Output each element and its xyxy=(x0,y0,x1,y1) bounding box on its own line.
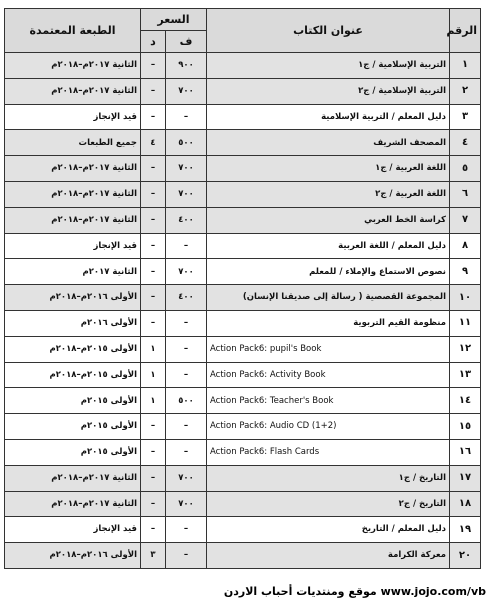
approved-edition: جميع الطبعات xyxy=(5,130,141,156)
row-number: ٧ xyxy=(450,207,481,233)
price-fils: ٧٠٠ xyxy=(166,181,207,207)
table-row xyxy=(5,543,481,569)
table-row xyxy=(5,104,481,130)
price-dinar: – xyxy=(141,233,166,259)
header-fils: ف xyxy=(166,31,207,53)
table-row xyxy=(5,130,481,156)
row-number: ١٤ xyxy=(450,388,481,414)
approved-edition: الثانية ٢٠١٧م–٢٠١٨م xyxy=(5,78,141,104)
price-fils: – xyxy=(166,310,207,336)
price-dinar: – xyxy=(141,259,166,285)
book-title: التاريخ / ج١ xyxy=(207,465,450,491)
header-number: الرقم xyxy=(450,9,481,53)
price-dinar: – xyxy=(141,465,166,491)
price-dinar: – xyxy=(141,310,166,336)
row-number: ١١ xyxy=(450,310,481,336)
approved-edition: الأولى ٢٠١٥م–٢٠١٨م xyxy=(5,336,141,362)
approved-edition: الثانية ٢٠١٧م–٢٠١٨م xyxy=(5,207,141,233)
row-number: ١٩ xyxy=(450,517,481,543)
table-row xyxy=(5,285,481,311)
row-number: ٢ xyxy=(450,78,481,104)
book-title: دليل المعلم / التربية الإسلامية xyxy=(207,104,450,130)
price-fils: – xyxy=(166,414,207,440)
header-dinar: د xyxy=(141,31,166,53)
approved-edition: الثانية ٢٠١٧م xyxy=(5,259,141,285)
price-dinar: – xyxy=(141,156,166,182)
book-list xyxy=(4,8,480,569)
price-fils: ٧٠٠ xyxy=(166,156,207,182)
table-row xyxy=(5,362,481,388)
approved-edition: الأولى ٢٠١٥م–٢٠١٨م xyxy=(5,362,141,388)
approved-edition: الأولى ٢٠١٦م–٢٠١٨م xyxy=(5,543,141,569)
approved-edition: الأولى ٢٠١٦م xyxy=(5,310,141,336)
approved-edition: الثانية ٢٠١٧م–٢٠١٨م xyxy=(5,181,141,207)
table-row xyxy=(5,207,481,233)
book-title: معركة الكرامة xyxy=(207,543,450,569)
table-row xyxy=(5,439,481,465)
price-fils: ٧٠٠ xyxy=(166,259,207,285)
price-dinar: – xyxy=(141,104,166,130)
table-row xyxy=(5,233,481,259)
price-dinar: – xyxy=(141,439,166,465)
approved-edition: قيد الإنجاز xyxy=(5,517,141,543)
approved-edition: الثانية ٢٠١٧م–٢٠١٨م xyxy=(5,156,141,182)
price-fils: ٤٠٠ xyxy=(166,285,207,311)
book-title: المصحف الشريف xyxy=(207,130,450,156)
approved-edition: الأولى ٢٠١٥م xyxy=(5,388,141,414)
header-title: عنوان الكتاب xyxy=(207,9,450,53)
approved-edition: الأولى ٢٠١٦م–٢٠١٨م xyxy=(5,285,141,311)
price-fils: ٧٠٠ xyxy=(166,78,207,104)
price-dinar: ٤ xyxy=(141,130,166,156)
table-row xyxy=(5,78,481,104)
table-row xyxy=(5,310,481,336)
price-fils: ٧٠٠ xyxy=(166,465,207,491)
book-title: Action Pack6: Audio CD (1+2) xyxy=(207,414,450,440)
table-row xyxy=(5,414,481,440)
price-dinar: – xyxy=(141,207,166,233)
book-title: التربية الإسلامية / ج٢ xyxy=(207,78,450,104)
header-edition: الطبعة المعتمدة xyxy=(5,9,141,53)
row-number: ٥ xyxy=(450,156,481,182)
book-title: دليل المعلم / التاريخ xyxy=(207,517,450,543)
book-title: Action Pack6: Teacher's Book xyxy=(207,388,450,414)
table-row xyxy=(5,465,481,491)
table-row xyxy=(5,388,481,414)
row-number: ١٥ xyxy=(450,414,481,440)
table-row xyxy=(5,53,481,79)
approved-edition: الأولى ٢٠١٥م xyxy=(5,414,141,440)
table-row xyxy=(5,336,481,362)
price-fils: ٤٠٠ xyxy=(166,207,207,233)
footer-url: www.jojo.com/vb xyxy=(380,585,486,598)
row-number: ١ xyxy=(450,53,481,79)
approved-edition: الثانية ٢٠١٧م–٢٠١٨م xyxy=(5,465,141,491)
book-title: اللغة العربية / ج٢ xyxy=(207,181,450,207)
approved-edition: قيد الإنجاز xyxy=(5,104,141,130)
price-fils: – xyxy=(166,362,207,388)
price-fils: – xyxy=(166,104,207,130)
price-dinar: ١ xyxy=(141,388,166,414)
table-row xyxy=(5,181,481,207)
header-price: السعر xyxy=(141,9,207,31)
price-dinar: – xyxy=(141,285,166,311)
price-dinar: ١ xyxy=(141,362,166,388)
book-title: كراسة الخط العربي xyxy=(207,207,450,233)
price-dinar: – xyxy=(141,53,166,79)
price-dinar: – xyxy=(141,517,166,543)
row-number: ١٦ xyxy=(450,439,481,465)
approved-edition: الأولى ٢٠١٥م xyxy=(5,439,141,465)
book-title: Action Pack6: Activity Book xyxy=(207,362,450,388)
row-number: ١٧ xyxy=(450,465,481,491)
book-title: Action Pack6: pupil's Book xyxy=(207,336,450,362)
book-title: دليل المعلم / اللغة العربية xyxy=(207,233,450,259)
site-footer xyxy=(0,585,486,598)
price-fils: ٩٠٠ xyxy=(166,53,207,79)
approved-edition: الثانية ٢٠١٧م–٢٠١٨م xyxy=(5,491,141,517)
book-title: التربية الإسلامية / ج١ xyxy=(207,53,450,79)
books-table-body xyxy=(5,53,481,569)
row-number: ١٢ xyxy=(450,336,481,362)
price-fils: ٥٠٠ xyxy=(166,130,207,156)
price-dinar: – xyxy=(141,491,166,517)
row-number: ٨ xyxy=(450,233,481,259)
row-number: ١٣ xyxy=(450,362,481,388)
row-number: ٣ xyxy=(450,104,481,130)
price-dinar: – xyxy=(141,181,166,207)
row-number: ١٠ xyxy=(450,285,481,311)
approved-edition: الثانية ٢٠١٧م–٢٠١٨م xyxy=(5,53,141,79)
book-title: Action Pack6: Flash Cards xyxy=(207,439,450,465)
book-title: المجموعة القصصية ( رسالة إلى صديقنا الإنسان) xyxy=(207,285,450,311)
price-fils: ٥٠٠ xyxy=(166,388,207,414)
table-row xyxy=(5,259,481,285)
price-dinar: ٣ xyxy=(141,543,166,569)
table-row xyxy=(5,156,481,182)
books-table xyxy=(4,8,481,569)
row-number: ٩ xyxy=(450,259,481,285)
row-number: ٤ xyxy=(450,130,481,156)
approved-edition: قيد الإنجاز xyxy=(5,233,141,259)
table-row xyxy=(5,517,481,543)
price-fils: – xyxy=(166,233,207,259)
price-fils: – xyxy=(166,336,207,362)
row-number: ١٨ xyxy=(450,491,481,517)
book-title: نصوص الاستماع والإملاء / للمعلم xyxy=(207,259,450,285)
book-title: التاريخ / ج٢ xyxy=(207,491,450,517)
price-fils: – xyxy=(166,517,207,543)
row-number: ٦ xyxy=(450,181,481,207)
row-number: ٢٠ xyxy=(450,543,481,569)
price-fils: – xyxy=(166,439,207,465)
book-title: منظومة القيم التربوية xyxy=(207,310,450,336)
price-dinar: – xyxy=(141,78,166,104)
price-fils: – xyxy=(166,543,207,569)
footer-text: موقع ومنتديات أحباب الاردن xyxy=(223,585,377,598)
book-title: اللغة العربية / ج١ xyxy=(207,156,450,182)
price-dinar: ١ xyxy=(141,336,166,362)
table-row xyxy=(5,491,481,517)
price-dinar: – xyxy=(141,414,166,440)
price-fils: ٧٠٠ xyxy=(166,491,207,517)
